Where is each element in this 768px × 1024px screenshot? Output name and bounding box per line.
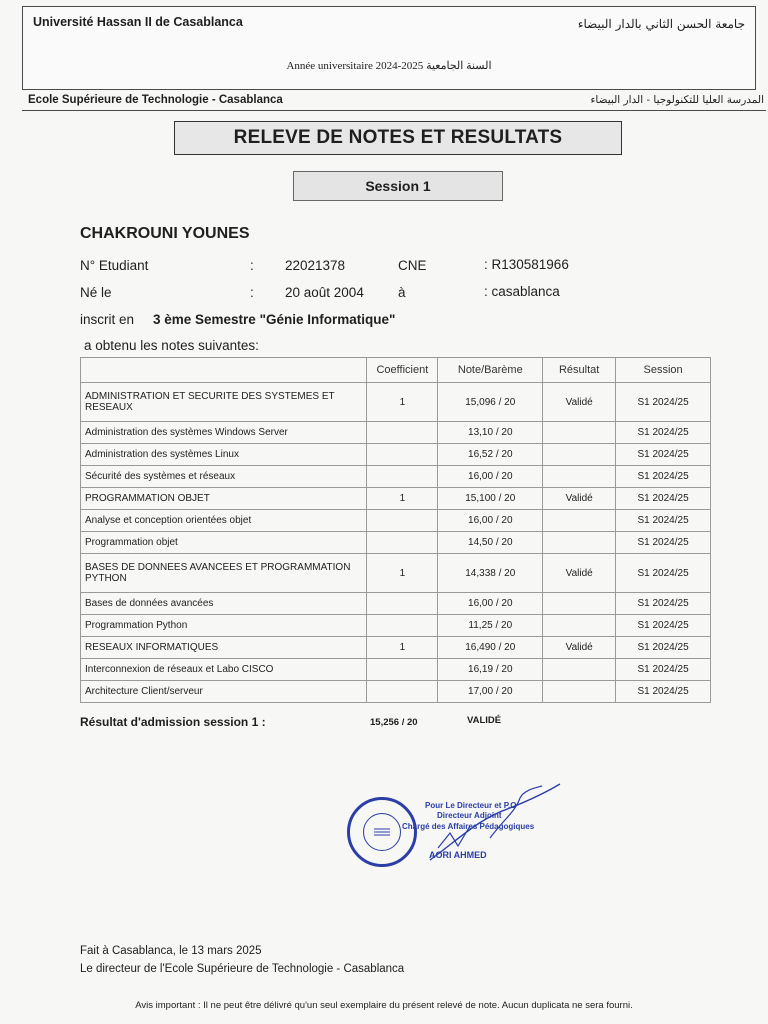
birth-date: 20 août 2004 [285,285,364,300]
school-name-fr: Ecole Supérieure de Technologie - Casablanca [28,94,283,106]
school-header [22,94,766,111]
header-note: Note/Barème [438,358,543,383]
director-line: Le directeur de l'Ecole Supérieure de Technologie - Casablanca [80,963,405,975]
element-label: Administration des systèmes Windows Server [81,422,367,444]
admission-label: Résultat d'admission session 1 : [80,715,266,729]
session-cell: S1 2024/25 [616,554,711,593]
table-row [81,615,711,637]
coefficient-cell [367,466,438,488]
table-row [81,659,711,681]
module-label: BASES DE DONNEES AVANCEES ET PROGRAMMATION PYTHON [81,554,367,593]
table-row [81,532,711,554]
note-cell: 14,50 / 20 [438,532,543,554]
school-name-ar: المدرسة العليا للتكنولوجيا - الدار البيضاء [590,94,764,106]
session-cell: S1 2024/25 [616,615,711,637]
coefficient-cell [367,593,438,615]
result-cell [543,510,616,532]
coefficient-cell: 1 [367,488,438,510]
result-cell [543,444,616,466]
important-notice: Avis important : Il ne peut être délivré qu'un seul exemplaire du présent relevé de note. Aucun duplicata ne sera fourni. [135,1000,633,1011]
table-row [81,593,711,615]
note-cell: 11,25 / 20 [438,615,543,637]
note-cell: 16,00 / 20 [438,593,543,615]
element-label: Bases de données avancées [81,593,367,615]
coefficient-cell [367,532,438,554]
session-cell: S1 2024/25 [616,383,711,422]
grades-intro: a obtenu les notes suivantes: [84,338,259,353]
session-cell: S1 2024/25 [616,444,711,466]
module-label: RESEAUX INFORMATIQUES [81,637,367,659]
session-cell: S1 2024/25 [616,510,711,532]
result-cell [543,466,616,488]
element-label: Analyse et conception orientées objet [81,510,367,532]
coefficient-cell [367,444,438,466]
session-cell: S1 2024/25 [616,532,711,554]
result-cell: Validé [543,637,616,659]
result-cell [543,422,616,444]
result-cell [543,615,616,637]
note-cell: 14,338 / 20 [438,554,543,593]
result-cell [543,532,616,554]
note-cell: 17,00 / 20 [438,681,543,703]
session-label: Session 1 [293,171,503,201]
element-label: Programmation objet [81,532,367,554]
session-cell: S1 2024/25 [616,488,711,510]
result-cell [543,593,616,615]
table-header-row [81,358,711,383]
coefficient-cell [367,510,438,532]
table-row [81,466,711,488]
note-cell: 16,00 / 20 [438,510,543,532]
birth-label: Né le [80,285,112,300]
university-name-ar: جامعة الحسن الثاني بالدار البيضاء [577,17,745,31]
session-cell: S1 2024/25 [616,593,711,615]
table-row [81,444,711,466]
cne-label: CNE [398,258,427,273]
header-coefficient: Coefficient [367,358,438,383]
admission-note: 15,256 / 20 [370,717,418,728]
stamp-center [363,813,401,851]
table-row [81,681,711,703]
note-cell: 13,10 / 20 [438,422,543,444]
place-date: Fait à Casablanca, le 13 mars 2025 [80,945,262,957]
signatory-name: AORI AHMED [429,850,487,860]
signature-line-1: Pour Le Directeur et P.O [425,801,517,810]
header-module [81,358,367,383]
table-row [81,488,711,510]
note-cell: 16,00 / 20 [438,466,543,488]
cne-value: : R130581966 [484,257,569,272]
university-name-fr: Université Hassan II de Casablanca [33,15,243,29]
note-cell: 16,52 / 20 [438,444,543,466]
session-cell: S1 2024/25 [616,422,711,444]
inscrit-label: inscrit en [80,312,135,327]
birth-sep: : [250,285,254,300]
school-stamp [347,797,417,867]
table-row [81,422,711,444]
session-cell: S1 2024/25 [616,637,711,659]
university-header [22,6,756,90]
handwritten-signature [420,778,570,868]
coefficient-cell [367,615,438,637]
note-cell: 16,19 / 20 [438,659,543,681]
table-row [81,637,711,659]
table-row [81,383,711,422]
stamp-emblem-icon [372,825,392,839]
element-label: Sécurité des systèmes et réseaux [81,466,367,488]
session-cell: S1 2024/25 [616,681,711,703]
signature-line-3: Chargé des Affaires Pédagogiques [402,822,535,831]
module-label: PROGRAMMATION OBJET [81,488,367,510]
element-label: Interconnexion de réseaux et Labo CISCO [81,659,367,681]
header-session: Session [616,358,711,383]
signature-line-2: Directeur Adjoint [437,811,502,820]
result-cell [543,681,616,703]
admission-result: VALIDÉ [467,715,502,726]
academic-year: Année universitaire 2024-2025 السنة الجامعية [286,60,492,72]
result-cell [543,659,616,681]
student-id-value: 22021378 [285,258,346,273]
table-row [81,554,711,593]
element-label: Administration des systèmes Linux [81,444,367,466]
inscrit-value: 3 ème Semestre "Génie Informatique" [153,312,396,327]
coefficient-cell: 1 [367,637,438,659]
header-result: Résultat [543,358,616,383]
coefficient-cell [367,422,438,444]
session-cell: S1 2024/25 [616,466,711,488]
result-cell: Validé [543,554,616,593]
result-cell: Validé [543,383,616,422]
session-cell: S1 2024/25 [616,659,711,681]
note-cell: 16,490 / 20 [438,637,543,659]
note-cell: 15,096 / 20 [438,383,543,422]
student-name: CHAKROUNI YOUNES [80,225,250,242]
student-id-sep: : [250,258,254,273]
module-label: ADMINISTRATION ET SECURITE DES SYSTEMES ET RESEAUX [81,383,367,422]
element-label: Programmation Python [81,615,367,637]
birth-place: : casablanca [484,284,560,299]
coefficient-cell: 1 [367,383,438,422]
table-row [81,510,711,532]
coefficient-cell [367,659,438,681]
element-label: Architecture Client/serveur [81,681,367,703]
note-cell: 15,100 / 20 [438,488,543,510]
document-title: RELEVE DE NOTES ET RESULTATS [174,121,622,155]
coefficient-cell [367,681,438,703]
coefficient-cell: 1 [367,554,438,593]
birth-at: à [398,285,406,300]
grades-table [80,357,711,703]
result-cell: Validé [543,488,616,510]
student-id-label: N° Etudiant [80,258,149,273]
